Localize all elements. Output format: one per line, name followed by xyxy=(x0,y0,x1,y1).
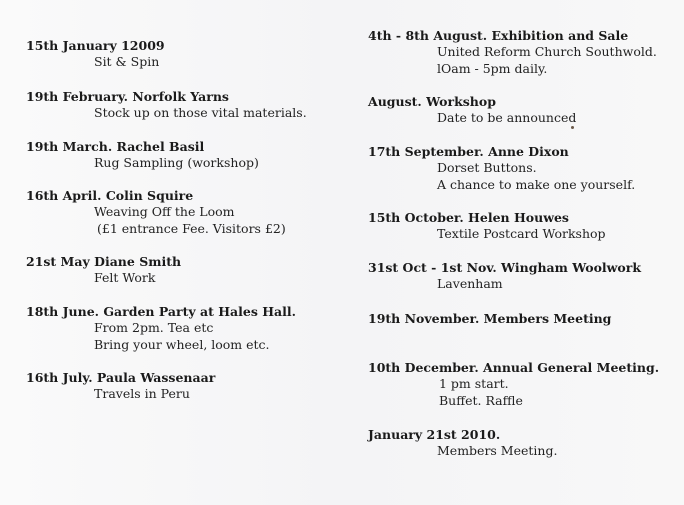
event-item xyxy=(26,89,307,122)
event-detail: Textile Postcard Workshop xyxy=(437,226,606,241)
event-item xyxy=(26,304,296,353)
event-heading: 18th June. Garden Party at Hales Hall. xyxy=(26,304,296,319)
event-detail: A chance to make one yourself. xyxy=(437,176,636,192)
event-item xyxy=(368,260,641,293)
event-item xyxy=(26,188,286,237)
event-detail: Weaving Off the Loom xyxy=(94,204,235,219)
event-detail: Stock up on those vital materials. xyxy=(94,105,307,120)
event-heading: 16th April. Colin Squire xyxy=(26,188,194,203)
event-heading: 19th March. Rachel Basil xyxy=(26,139,205,154)
event-heading: 21st May Diane Smith xyxy=(26,254,182,269)
event-heading: August. Workshop xyxy=(368,94,496,109)
event-item xyxy=(26,139,259,172)
event-detail: Sit & Spin xyxy=(94,54,160,69)
event-heading: 16th July. Paula Wassenaar xyxy=(26,370,216,385)
event-item xyxy=(368,311,611,327)
event-detail: Members Meeting. xyxy=(437,443,558,458)
scan-speck xyxy=(571,126,574,129)
event-item xyxy=(26,254,181,287)
event-detail: Felt Work xyxy=(94,270,156,285)
event-item xyxy=(368,427,557,460)
event-heading: January 21st 2010. xyxy=(368,427,501,442)
event-item xyxy=(368,28,657,77)
event-item xyxy=(368,210,606,243)
event-heading: 15th January 12009 xyxy=(26,38,165,53)
event-item xyxy=(26,370,215,403)
event-item xyxy=(368,360,659,409)
event-detail: United Reform Church Southwold. xyxy=(437,44,657,59)
event-detail: Dorset Buttons. xyxy=(437,160,537,175)
event-detail: Date to be announced xyxy=(437,110,577,125)
event-item xyxy=(368,144,635,193)
event-item xyxy=(368,94,576,127)
event-heading: 4th - 8th August. Exhibition and Sale xyxy=(368,28,629,43)
event-detail: Lavenham xyxy=(437,276,503,291)
event-heading: 19th February. Norfolk Yarns xyxy=(26,89,229,104)
event-heading: 15th October. Helen Houwes xyxy=(368,210,569,225)
event-detail: Bring your wheel, loom etc. xyxy=(94,336,270,352)
event-heading: 31st Oct - 1st Nov. Wingham Woolwork xyxy=(368,260,642,275)
event-detail: (£1 entrance Fee. Visitors £2) xyxy=(97,220,286,236)
event-detail: Travels in Peru xyxy=(94,386,190,401)
event-heading: 17th September. Anne Dixon xyxy=(368,144,569,159)
event-detail: lOam - 5pm daily. xyxy=(437,60,548,76)
event-heading: 19th November. Members Meeting xyxy=(368,311,612,326)
event-detail: From 2pm. Tea etc xyxy=(94,320,214,335)
event-heading: 10th December. Annual General Meeting. xyxy=(368,360,660,375)
event-detail: 1 pm start. xyxy=(439,376,509,391)
event-detail: Rug Sampling (workshop) xyxy=(94,155,259,170)
event-detail: Buffet. Raffle xyxy=(439,392,523,408)
event-item xyxy=(26,38,165,71)
